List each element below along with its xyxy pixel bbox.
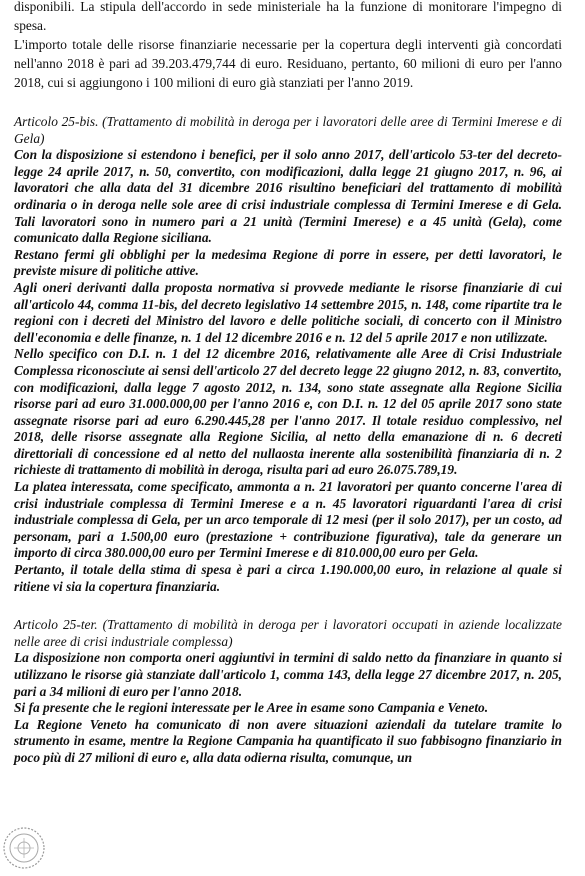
article-25-bis-body-4: Nello specifico con D.I. n. 1 del 12 dicembre 2016, relativamente alle Aree di Crisi Industriale Complessa riconosciute ai sensi dell'articolo 27 del decreto legge 22 giugno 2012, n. 83, convertito, con modificazioni, dalla legge 7 agosto 2012, n. 134, sono state assegnate alla Regione Sicilia risorse pari ad euro 31.000.000,00 per l'anno 2016 e, con D.I. n. 12 del 05 aprile 2017 sono state assegnate risorse pari ad euro 6.290.445,28 per l'anno 2017. Il totale residuo complessivo, nel 2018, delle risorse assegnate alla Regione Sicilia, al netto della emanazione di n. 6 decreti direttoriali di concessione ed al netto del nullaosta inerente alla sostenibilità finanziaria di n. 2 richieste di trattamento di mobilità in deroga, risulta pari ad euro 26.075.789,19.: [14, 346, 562, 478]
document-page: [14, 0, 562, 767]
paragraph-continuation: disponibili. La stipula dell'accordo in sede ministeriale ha la funzione di monitorare l'impegno di spesa.: [14, 0, 562, 33]
article-25-ter-body-1: La disposizione non comporta oneri aggiuntivi in termini di saldo netto da finanziare in quanto si utilizzano le risorse già stanziate dall'articolo 1, comma 143, della legge 27 dicembre 2017, n. 205, pari a 34 milioni di euro per l'anno 2018.: [14, 650, 562, 699]
article-25-bis-body-6: Pertanto, il totale della stima di spesa è pari a circa 1.190.000,00 euro, in relazione al quale si ritiene vi sia la copertura finanziaria.: [14, 562, 562, 594]
article-25-ter-body-3: La Regione Veneto ha comunicato di non avere situazioni aziendali da tutelare tramite lo strumento in esame, mentre la Regione Campania ha quantificato il suo fabbisogno finanziario in poco più di 27 milioni di euro e, alla data odierna risulta, comunque, un: [14, 716, 562, 765]
article-25-bis-title: Articolo 25-bis. (Trattamento di mobilità in deroga per i lavoratori delle aree di Termini Imerese e di Gela): [14, 114, 562, 146]
paragraph-total-resources: L'importo totale delle risorse finanziarie necessarie per la copertura degli interventi già concordati nell'anno 2018 è pari ad 39.203.479,744 di euro. Residuano, pertanto, 60 milioni di euro per l'anno 2018, cui si aggiungono i 100 milioni di euro già stanziati per l'anno 2019.: [14, 37, 562, 90]
official-seal-icon: [2, 826, 46, 870]
article-25-bis-body-1: Con la disposizione si estendono i benefici, per il solo anno 2017, dell'articolo 53-ter del decreto-legge 24 aprile 2017, n. 50, convertito, con modificazioni, dalla legge 21 giugno 2017, n. 96, ai lavoratori che alla data del 31 dicembre 2016 risultino beneficiari del trattamento di mobilità ordinaria o in deroga nelle sole aree di crisi industriale complessa di Termini Imerese e di Gela. Tali lavoratori sono in numero pari a 21 unità (Termini Imerese) e a 45 unità (Gela), come comunicato dalla Regione siciliana.: [14, 147, 562, 246]
article-25-bis-body-3: Agli oneri derivanti dalla proposta normativa si provvede mediante le risorse finanziarie di cui all'articolo 44, comma 11-bis, del decreto legislativo 14 settembre 2015, n. 148, come ripartite tra le regioni con i decreti del Ministro del lavoro e delle politiche sociali, di concerto con il Ministro dell'economia e delle finanze, n. 1 del 12 dicembre 2016 e n. 12 del 5 aprile 2017 e non utilizzate.: [14, 279, 562, 345]
article-25-bis-body-2: Restano fermi gli obblighi per la medesima Regione di porre in essere, per detti lavoratori, le previste misure di politiche attive.: [14, 246, 562, 279]
article-25-ter-body-2: Si fa presente che le regioni interessate per le Aree in esame sono Campania e Veneto.: [14, 700, 489, 716]
article-25-ter-title: Articolo 25-ter. (Trattamento di mobilità in deroga per i lavoratori occupati in aziende localizzate nelle aree di crisi industriale complessa): [14, 617, 562, 649]
article-25-bis-body-5: La platea interessata, come specificato, ammonta a n. 21 lavoratori per quanto concerne l'area di crisi industriale complessa di Termini Imerese e a n. 45 lavoratori riguardanti l'area di crisi industriale complessa di Gela, per un arco temporale di 12 mesi (per il solo 2017), per un costo, ad personam, pari a 1.500,00 euro (prestazione + contribuzione figurativa), tale da generare un importo di circa 380.000,00 euro per Termini Imerese e di 810.000,00 euro per Gela.: [14, 479, 562, 561]
